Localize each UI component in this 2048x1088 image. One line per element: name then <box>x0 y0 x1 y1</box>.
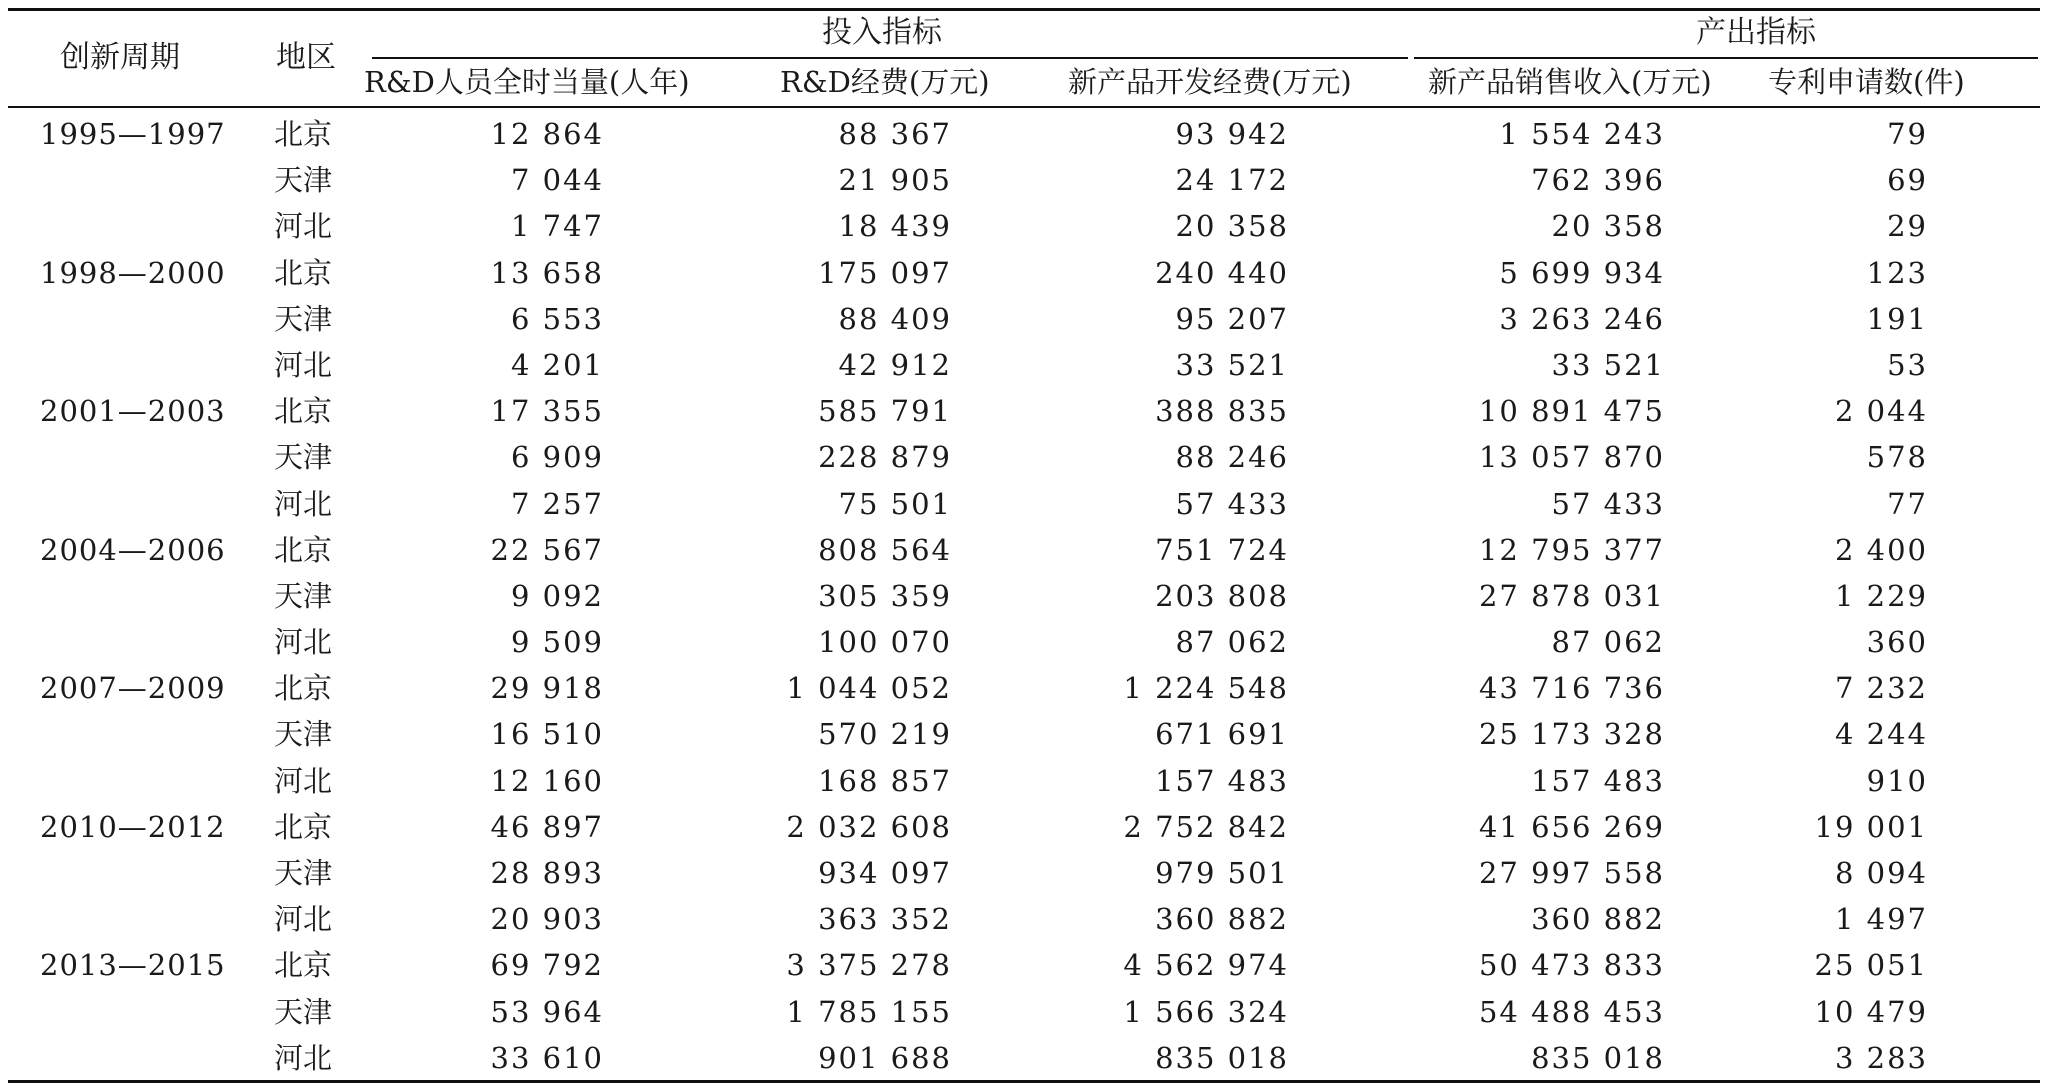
new-product-sales-cell: 10 891 475 <box>1478 394 1665 429</box>
patent-applications-cell: 79 <box>1887 117 1928 151</box>
new-product-dev-funds-cell: 203 808 <box>1155 578 1289 613</box>
table-row <box>0 896 2048 942</box>
region-cell: 河北 <box>274 902 333 937</box>
patent-applications-cell: 77 <box>1887 486 1928 521</box>
period-cell: 2013—2015 <box>40 948 226 983</box>
new-product-dev-funds-cell: 360 882 <box>1155 902 1289 937</box>
patent-applications-cell: 69 <box>1887 163 1928 198</box>
rd-personnel-cell: 17 355 <box>490 394 604 429</box>
new-product-dev-funds-cell: 33 521 <box>1175 347 1289 382</box>
new-product-dev-funds-cell: 1 566 324 <box>1123 994 1289 1029</box>
top-rule <box>8 8 2040 11</box>
new-product-sales-cell: 27 878 031 <box>1478 578 1665 613</box>
region-cell: 北京 <box>274 671 333 706</box>
patent-applications-cell: 578 <box>1866 440 1928 475</box>
rd-funds-cell: 570 219 <box>818 717 952 752</box>
new-product-dev-funds-cell: 95 207 <box>1175 301 1289 336</box>
table-row <box>0 850 2048 896</box>
new-product-sales-cell: 50 473 833 <box>1478 948 1665 983</box>
rd-funds-cell: 42 912 <box>838 347 952 382</box>
table-body <box>0 111 2048 1081</box>
new-product-dev-funds-cell: 1 224 548 <box>1123 671 1289 706</box>
period-cell: 2010—2012 <box>40 809 226 844</box>
region-cell: 河北 <box>274 347 333 382</box>
patent-applications-cell: 53 <box>1887 347 1928 382</box>
new-product-sales-cell: 3 263 246 <box>1499 301 1665 336</box>
header-new-product-sales: 新产品销售收入(万元) <box>1428 65 1712 99</box>
patent-applications-cell: 8 094 <box>1834 856 1928 890</box>
region-cell: 北京 <box>274 948 333 983</box>
header-input-group: 投入指标 <box>822 15 942 50</box>
patent-applications-cell: 7 232 <box>1834 671 1928 706</box>
table-row <box>0 942 2048 988</box>
table-row <box>0 1035 2048 1081</box>
period-cell: 2001—2003 <box>40 394 226 429</box>
new-product-dev-funds-cell: 88 246 <box>1175 440 1289 475</box>
new-product-sales-cell: 57 433 <box>1551 486 1665 521</box>
rd-funds-cell: 21 905 <box>838 163 952 198</box>
header-period: 创新周期 <box>60 40 180 75</box>
table-row <box>0 804 2048 850</box>
rd-personnel-cell: 1 747 <box>510 209 604 244</box>
header-region: 地区 <box>276 40 336 75</box>
patent-applications-cell: 10 479 <box>1814 994 1928 1029</box>
new-product-dev-funds-cell: 671 691 <box>1155 717 1289 752</box>
rd-personnel-cell: 13 658 <box>490 255 604 290</box>
region-cell: 北京 <box>274 255 333 290</box>
rd-personnel-cell: 6 909 <box>510 440 604 475</box>
rd-funds-cell: 175 097 <box>818 255 952 290</box>
rd-personnel-cell: 29 918 <box>490 671 604 706</box>
rd-personnel-cell: 12 160 <box>490 763 604 798</box>
patent-applications-cell: 25 051 <box>1814 948 1928 983</box>
rd-funds-cell: 3 375 278 <box>786 948 952 983</box>
header-patent-applications: 专利申请数(件) <box>1768 65 1965 99</box>
period-cell: 2004—2006 <box>40 532 226 567</box>
rd-personnel-cell: 9 092 <box>510 578 604 613</box>
region-cell: 天津 <box>274 440 333 475</box>
rd-funds-cell: 168 857 <box>818 763 952 798</box>
new-product-sales-cell: 27 997 558 <box>1478 856 1665 890</box>
rd-personnel-cell: 6 553 <box>510 301 604 336</box>
region-cell: 北京 <box>274 394 333 429</box>
region-cell: 天津 <box>274 578 333 613</box>
table-row <box>0 758 2048 804</box>
region-cell: 天津 <box>274 717 333 752</box>
patent-applications-cell: 19 001 <box>1814 809 1928 844</box>
table-row <box>0 527 2048 573</box>
new-product-sales-cell: 360 882 <box>1531 902 1665 937</box>
table-row <box>0 619 2048 665</box>
new-product-sales-cell: 33 521 <box>1551 347 1665 382</box>
new-product-dev-funds-cell: 93 942 <box>1175 117 1289 151</box>
rd-personnel-cell: 22 567 <box>490 532 604 567</box>
new-product-dev-funds-cell: 24 172 <box>1175 163 1289 198</box>
new-product-dev-funds-cell: 2 752 842 <box>1123 809 1289 844</box>
rd-personnel-cell: 20 903 <box>490 902 604 937</box>
output-group-rule <box>1414 57 2038 59</box>
rd-personnel-cell: 33 610 <box>490 1040 604 1075</box>
rd-funds-cell: 305 359 <box>818 578 952 613</box>
table-row <box>0 250 2048 296</box>
rd-personnel-cell: 53 964 <box>490 994 604 1029</box>
patent-applications-cell: 191 <box>1866 301 1928 336</box>
new-product-sales-cell: 12 795 377 <box>1478 532 1665 567</box>
rd-funds-cell: 18 439 <box>838 209 952 244</box>
new-product-dev-funds-cell: 57 433 <box>1175 486 1289 521</box>
new-product-dev-funds-cell: 751 724 <box>1155 532 1289 567</box>
rd-personnel-cell: 9 509 <box>510 625 604 660</box>
table-row <box>0 989 2048 1035</box>
period-cell: 1995—1997 <box>40 117 226 151</box>
region-cell: 北京 <box>274 809 333 844</box>
rd-funds-cell: 934 097 <box>818 856 952 890</box>
rd-funds-cell: 808 564 <box>818 532 952 567</box>
region-cell: 河北 <box>274 625 333 660</box>
patent-applications-cell: 2 044 <box>1834 394 1928 429</box>
rd-personnel-cell: 46 897 <box>490 809 604 844</box>
table-row <box>0 573 2048 619</box>
header-rd-funds: R&D经费(万元) <box>780 65 990 99</box>
new-product-dev-funds-cell: 4 562 974 <box>1123 948 1289 983</box>
rd-funds-cell: 228 879 <box>818 440 952 475</box>
new-product-dev-funds-cell: 835 018 <box>1155 1040 1289 1075</box>
new-product-sales-cell: 13 057 870 <box>1478 440 1665 475</box>
rd-personnel-cell: 69 792 <box>490 948 604 983</box>
new-product-sales-cell: 43 716 736 <box>1478 671 1665 706</box>
region-cell: 河北 <box>274 763 333 798</box>
rd-personnel-cell: 28 893 <box>490 856 604 890</box>
table-row <box>0 203 2048 249</box>
rd-funds-cell: 1 785 155 <box>786 994 952 1029</box>
table-row <box>0 296 2048 342</box>
rd-funds-cell: 1 044 052 <box>786 671 952 706</box>
rd-funds-cell: 88 409 <box>838 301 952 336</box>
patent-applications-cell: 123 <box>1866 255 1928 290</box>
patent-applications-cell: 1 497 <box>1834 902 1928 937</box>
table-row <box>0 481 2048 527</box>
rd-personnel-cell: 12 864 <box>490 117 604 151</box>
patent-applications-cell: 360 <box>1866 625 1928 660</box>
region-cell: 河北 <box>274 1040 333 1075</box>
new-product-sales-cell: 87 062 <box>1551 625 1665 660</box>
table-row <box>0 342 2048 388</box>
new-product-sales-cell: 20 358 <box>1551 209 1665 244</box>
region-cell: 天津 <box>274 856 333 890</box>
new-product-sales-cell: 54 488 453 <box>1478 994 1665 1029</box>
table-row <box>0 388 2048 434</box>
table-row <box>0 434 2048 480</box>
period-cell: 1998—2000 <box>40 255 226 290</box>
new-product-dev-funds-cell: 20 358 <box>1175 209 1289 244</box>
rd-funds-cell: 901 688 <box>818 1040 952 1075</box>
header-new-product-dev-funds: 新产品开发经费(万元) <box>1068 65 1352 99</box>
new-product-sales-cell: 1 554 243 <box>1499 117 1665 151</box>
new-product-sales-cell: 157 483 <box>1531 763 1665 798</box>
new-product-sales-cell: 5 699 934 <box>1499 255 1665 290</box>
region-cell: 河北 <box>274 209 333 244</box>
patent-applications-cell: 4 244 <box>1834 717 1928 752</box>
region-cell: 北京 <box>274 117 333 151</box>
rd-personnel-cell: 16 510 <box>490 717 604 752</box>
region-cell: 天津 <box>274 301 333 336</box>
patent-applications-cell: 910 <box>1866 763 1928 798</box>
new-product-dev-funds-cell: 979 501 <box>1155 856 1289 890</box>
header-rule <box>8 106 2040 108</box>
patent-applications-cell: 2 400 <box>1834 532 1928 567</box>
rd-funds-cell: 75 501 <box>838 486 952 521</box>
table-row <box>0 665 2048 711</box>
new-product-sales-cell: 835 018 <box>1531 1040 1665 1075</box>
rd-funds-cell: 585 791 <box>818 394 952 429</box>
patent-applications-cell: 29 <box>1887 209 1928 244</box>
input-group-rule <box>372 57 1408 59</box>
new-product-sales-cell: 41 656 269 <box>1478 809 1665 844</box>
table-row <box>0 157 2048 203</box>
patent-applications-cell: 3 283 <box>1834 1040 1928 1075</box>
patent-applications-cell: 1 229 <box>1834 578 1928 613</box>
rd-funds-cell: 363 352 <box>818 902 952 937</box>
table-row <box>0 111 2048 157</box>
header-rd-personnel: R&D人员全时当量(人年) <box>364 65 690 99</box>
header-output-group: 产出指标 <box>1696 15 1816 50</box>
new-product-sales-cell: 762 396 <box>1531 163 1665 198</box>
new-product-dev-funds-cell: 388 835 <box>1155 394 1289 429</box>
rd-personnel-cell: 4 201 <box>510 347 604 382</box>
new-product-sales-cell: 25 173 328 <box>1478 717 1665 752</box>
new-product-dev-funds-cell: 87 062 <box>1175 625 1289 660</box>
rd-personnel-cell: 7 257 <box>510 486 604 521</box>
region-cell: 河北 <box>274 486 333 521</box>
table-row <box>0 711 2048 757</box>
rd-funds-cell: 2 032 608 <box>786 809 952 844</box>
region-cell: 北京 <box>274 532 333 567</box>
new-product-dev-funds-cell: 240 440 <box>1155 255 1289 290</box>
region-cell: 天津 <box>274 163 333 198</box>
rd-personnel-cell: 7 044 <box>510 163 604 198</box>
rd-funds-cell: 88 367 <box>838 117 952 151</box>
period-cell: 2007—2009 <box>40 671 226 706</box>
rd-funds-cell: 100 070 <box>818 625 952 660</box>
new-product-dev-funds-cell: 157 483 <box>1155 763 1289 798</box>
region-cell: 天津 <box>274 994 333 1029</box>
